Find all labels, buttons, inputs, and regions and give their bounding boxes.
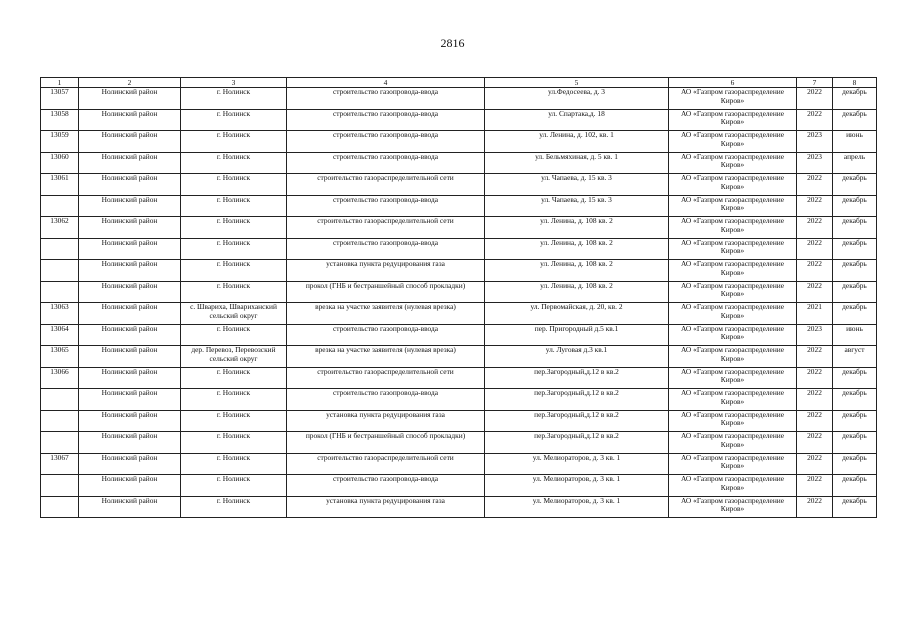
cell-work-type: строительство газопровода-ввода — [287, 152, 485, 174]
cell-district: Нолинский район — [79, 475, 181, 497]
cell-work-type: установка пункта редуцирования газа — [287, 496, 485, 518]
cell-work-type: врезка на участке заявителя (нулевая врезка) — [287, 346, 485, 368]
cell-number: 13058 — [41, 109, 79, 131]
cell-locality: г. Нолинск — [181, 131, 287, 153]
cell-address: ул. Луговая д.3 кв.1 — [485, 346, 669, 368]
cell-year: 2022 — [797, 195, 833, 217]
cell-year: 2023 — [797, 152, 833, 174]
cell-month: декабрь — [833, 453, 877, 475]
cell-month: декабрь — [833, 281, 877, 303]
cell-work-type: строительство газопровода-ввода — [287, 88, 485, 110]
cell-organization: АО «Газпром газораспределение Киров» — [669, 389, 797, 411]
cell-number — [41, 260, 79, 282]
cell-organization: АО «Газпром газораспределение Киров» — [669, 238, 797, 260]
cell-district: Нолинский район — [79, 260, 181, 282]
cell-organization: АО «Газпром газораспределение Киров» — [669, 195, 797, 217]
cell-address: пер.Загородный,д.12 в кв.2 — [485, 367, 669, 389]
column-header: 2 — [79, 78, 181, 88]
cell-number: 13065 — [41, 346, 79, 368]
cell-year: 2022 — [797, 109, 833, 131]
cell-work-type: установка пункта редуцирования газа — [287, 410, 485, 432]
cell-year: 2022 — [797, 496, 833, 518]
cell-locality: г. Нолинск — [181, 432, 287, 454]
cell-district: Нолинский район — [79, 432, 181, 454]
cell-month: декабрь — [833, 217, 877, 239]
table-row — [41, 109, 877, 131]
cell-year: 2022 — [797, 389, 833, 411]
cell-year: 2022 — [797, 453, 833, 475]
cell-month: декабрь — [833, 432, 877, 454]
cell-year: 2022 — [797, 174, 833, 196]
column-header: 3 — [181, 78, 287, 88]
cell-year: 2022 — [797, 217, 833, 239]
cell-address: ул. Ленина, д. 108 кв. 2 — [485, 260, 669, 282]
column-header: 5 — [485, 78, 669, 88]
column-header: 4 — [287, 78, 485, 88]
cell-work-type: строительство газопровода-ввода — [287, 389, 485, 411]
cell-organization: АО «Газпром газораспределение Киров» — [669, 410, 797, 432]
cell-month: декабрь — [833, 260, 877, 282]
cell-address: ул. Мелиораторов, д. 3 кв. 1 — [485, 496, 669, 518]
table-row — [41, 496, 877, 518]
cell-month: июнь — [833, 324, 877, 346]
table-row — [41, 217, 877, 239]
cell-locality: г. Нолинск — [181, 324, 287, 346]
cell-district: Нолинский район — [79, 496, 181, 518]
cell-organization: АО «Газпром газораспределение Киров» — [669, 109, 797, 131]
cell-year: 2022 — [797, 367, 833, 389]
cell-month: декабрь — [833, 174, 877, 196]
cell-locality: г. Нолинск — [181, 174, 287, 196]
cell-month: декабрь — [833, 367, 877, 389]
register-table — [40, 77, 877, 518]
cell-year: 2023 — [797, 324, 833, 346]
cell-organization: АО «Газпром газораспределение Киров» — [669, 324, 797, 346]
cell-work-type: строительство газопровода-ввода — [287, 475, 485, 497]
cell-district: Нолинский район — [79, 152, 181, 174]
cell-number: 13061 — [41, 174, 79, 196]
cell-month: декабрь — [833, 238, 877, 260]
table-row — [41, 131, 877, 153]
cell-number: 13067 — [41, 453, 79, 475]
cell-work-type: строительство газораспределительной сети — [287, 453, 485, 475]
cell-month: декабрь — [833, 88, 877, 110]
cell-locality: с. Шварихa, Швариханский сельский округ — [181, 303, 287, 325]
cell-organization: АО «Газпром газораспределение Киров» — [669, 475, 797, 497]
cell-address: пер.Загородный,д.12 в кв.2 — [485, 432, 669, 454]
cell-organization: АО «Газпром газораспределение Киров» — [669, 303, 797, 325]
cell-organization: АО «Газпром газораспределение Киров» — [669, 496, 797, 518]
cell-address: ул. Мелиораторов, д. 3 кв. 1 — [485, 453, 669, 475]
table-row — [41, 260, 877, 282]
cell-address: пер.Загородный,д.12 в кв.2 — [485, 389, 669, 411]
cell-locality: г. Нолинск — [181, 88, 287, 110]
cell-number: 13059 — [41, 131, 79, 153]
cell-district: Нолинский район — [79, 195, 181, 217]
cell-work-type: строительство газораспределительной сети — [287, 174, 485, 196]
cell-address: ул. Бельмяхиная, д. 5 кв. 1 — [485, 152, 669, 174]
cell-work-type: строительство газопровода-ввода — [287, 131, 485, 153]
cell-organization: АО «Газпром газораспределение Киров» — [669, 346, 797, 368]
cell-work-type: установка пункта редуцирования газа — [287, 260, 485, 282]
cell-month: апрель — [833, 152, 877, 174]
column-header: 8 — [833, 78, 877, 88]
table-row — [41, 281, 877, 303]
cell-number — [41, 389, 79, 411]
cell-organization: АО «Газпром газораспределение Киров» — [669, 367, 797, 389]
cell-number: 13057 — [41, 88, 79, 110]
cell-work-type: строительство газопровода-ввода — [287, 324, 485, 346]
cell-number — [41, 432, 79, 454]
table-row — [41, 410, 877, 432]
cell-month: декабрь — [833, 410, 877, 432]
cell-month: июнь — [833, 131, 877, 153]
cell-organization: АО «Газпром газораспределение Киров» — [669, 453, 797, 475]
cell-year: 2022 — [797, 346, 833, 368]
cell-number: 13066 — [41, 367, 79, 389]
cell-district: Нолинский район — [79, 324, 181, 346]
cell-year: 2022 — [797, 260, 833, 282]
cell-locality: г. Нолинск — [181, 260, 287, 282]
cell-district: Нолинский район — [79, 174, 181, 196]
cell-month: декабрь — [833, 496, 877, 518]
cell-organization: АО «Газпром газораспределение Киров» — [669, 432, 797, 454]
cell-locality: г. Нолинск — [181, 109, 287, 131]
table-row — [41, 152, 877, 174]
cell-district: Нолинский район — [79, 453, 181, 475]
cell-locality: г. Нолинск — [181, 389, 287, 411]
cell-district: Нолинский район — [79, 109, 181, 131]
cell-address: пер.Загородный,д.12 в кв.2 — [485, 410, 669, 432]
cell-district: Нолинский район — [79, 389, 181, 411]
cell-work-type: врезка на участке заявителя (нулевая врезка) — [287, 303, 485, 325]
cell-district: Нолинский район — [79, 367, 181, 389]
cell-locality: г. Нолинск — [181, 410, 287, 432]
cell-address: ул. Чапаева, д. 15 кв. 3 — [485, 195, 669, 217]
cell-work-type: строительство газораспределительной сети — [287, 367, 485, 389]
cell-district: Нолинский район — [79, 346, 181, 368]
cell-work-type: строительство газопровода-ввода — [287, 238, 485, 260]
cell-organization: АО «Газпром газораспределение Киров» — [669, 152, 797, 174]
cell-address: ул. Ленина, д. 108 кв. 2 — [485, 281, 669, 303]
cell-month: декабрь — [833, 303, 877, 325]
cell-address: ул. Чапаева, д. 15 кв. 3 — [485, 174, 669, 196]
cell-address: ул. Ленина, д. 108 кв. 2 — [485, 217, 669, 239]
cell-number: 13063 — [41, 303, 79, 325]
cell-district: Нолинский район — [79, 238, 181, 260]
cell-district: Нолинский район — [79, 303, 181, 325]
cell-work-type: строительство газопровода-ввода — [287, 109, 485, 131]
cell-month: декабрь — [833, 389, 877, 411]
cell-number: 13064 — [41, 324, 79, 346]
cell-number — [41, 281, 79, 303]
page-number: 2816 — [440, 36, 465, 50]
cell-month: август — [833, 346, 877, 368]
cell-work-type: строительство газопровода-ввода — [287, 195, 485, 217]
cell-organization: АО «Газпром газораспределение Киров» — [669, 88, 797, 110]
table-row — [41, 346, 877, 368]
cell-month: декабрь — [833, 195, 877, 217]
cell-address: ул. Ленина, д. 102, кв. 1 — [485, 131, 669, 153]
cell-number — [41, 410, 79, 432]
cell-year: 2022 — [797, 410, 833, 432]
cell-organization: АО «Газпром газораспределение Киров» — [669, 281, 797, 303]
cell-district: Нолинский район — [79, 410, 181, 432]
cell-district: Нолинский район — [79, 217, 181, 239]
cell-number — [41, 195, 79, 217]
cell-locality: г. Нолинск — [181, 367, 287, 389]
cell-work-type: прокол (ГНБ и бестраншейный способ прокладки) — [287, 281, 485, 303]
cell-number — [41, 238, 79, 260]
table-row — [41, 174, 877, 196]
cell-month: декабрь — [833, 475, 877, 497]
table-row — [41, 238, 877, 260]
cell-year: 2023 — [797, 131, 833, 153]
cell-address: ул.Федосеева, д. 3 — [485, 88, 669, 110]
cell-year: 2022 — [797, 432, 833, 454]
cell-year: 2021 — [797, 303, 833, 325]
cell-year: 2022 — [797, 475, 833, 497]
cell-organization: АО «Газпром газораспределение Киров» — [669, 174, 797, 196]
cell-locality: г. Нолинск — [181, 281, 287, 303]
cell-work-type: прокол (ГНБ и бестраншейный способ прокладки) — [287, 432, 485, 454]
cell-year: 2022 — [797, 88, 833, 110]
cell-number — [41, 475, 79, 497]
cell-district: Нолинский район — [79, 88, 181, 110]
cell-locality: г. Нолинск — [181, 152, 287, 174]
cell-work-type: строительство газораспределительной сети — [287, 217, 485, 239]
table-row — [41, 432, 877, 454]
cell-address: пер. Пригородный д.5 кв.1 — [485, 324, 669, 346]
cell-address: ул. Спартака,д. 18 — [485, 109, 669, 131]
table-row — [41, 324, 877, 346]
cell-locality: дер. Перевоз, Перевозский сельский округ — [181, 346, 287, 368]
cell-locality: г. Нолинск — [181, 238, 287, 260]
cell-number — [41, 496, 79, 518]
cell-address: ул. Мелиораторов, д. 3 кв. 1 — [485, 475, 669, 497]
table-row — [41, 475, 877, 497]
cell-locality: г. Нолинск — [181, 195, 287, 217]
column-header: 7 — [797, 78, 833, 88]
table-row — [41, 389, 877, 411]
table-row — [41, 303, 877, 325]
table-row — [41, 367, 877, 389]
cell-locality: г. Нолинск — [181, 496, 287, 518]
table-header-row — [41, 78, 877, 88]
cell-address: ул. Ленина, д. 108 кв. 2 — [485, 238, 669, 260]
cell-locality: г. Нолинск — [181, 475, 287, 497]
cell-number: 13062 — [41, 217, 79, 239]
column-header: 1 — [41, 78, 79, 88]
table-row — [41, 88, 877, 110]
cell-district: Нолинский район — [79, 281, 181, 303]
cell-organization: АО «Газпром газораспределение Киров» — [669, 217, 797, 239]
cell-year: 2022 — [797, 281, 833, 303]
cell-district: Нолинский район — [79, 131, 181, 153]
cell-month: декабрь — [833, 109, 877, 131]
cell-locality: г. Нолинск — [181, 217, 287, 239]
table-row — [41, 195, 877, 217]
column-header: 6 — [669, 78, 797, 88]
table-row — [41, 453, 877, 475]
cell-number: 13060 — [41, 152, 79, 174]
cell-organization: АО «Газпром газораспределение Киров» — [669, 260, 797, 282]
cell-locality: г. Нолинск — [181, 453, 287, 475]
cell-year: 2022 — [797, 238, 833, 260]
cell-organization: АО «Газпром газораспределение Киров» — [669, 131, 797, 153]
cell-address: ул. Первомайская, д. 20, кв. 2 — [485, 303, 669, 325]
